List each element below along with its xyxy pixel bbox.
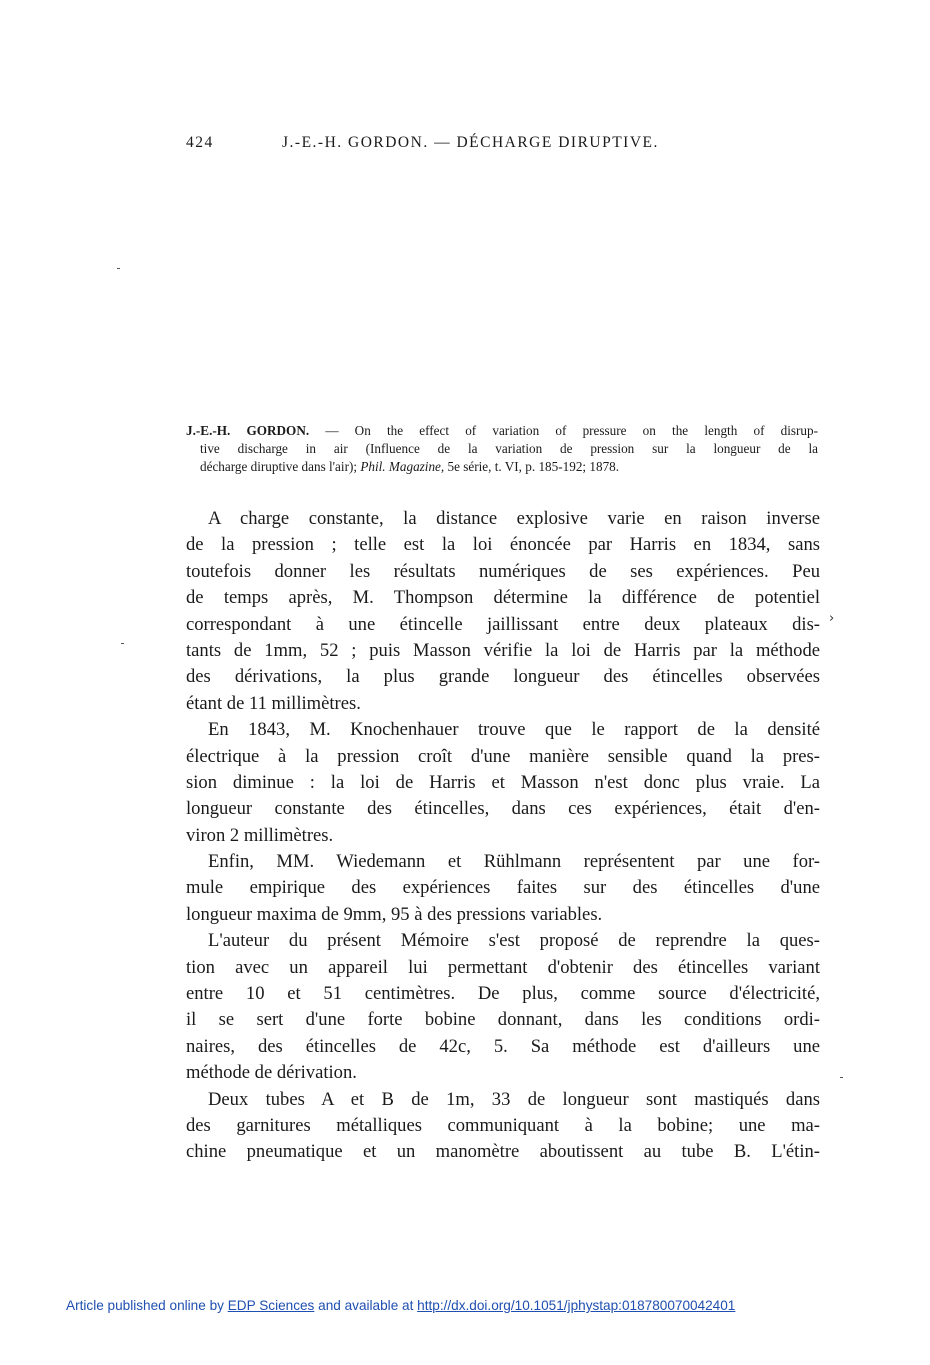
footer-prefix: Article published online by <box>66 1298 228 1313</box>
reference-author: J.-E.-H. GORDON. <box>186 423 310 438</box>
bibliographic-reference <box>186 422 818 476</box>
body-line: Deux tubes A et B de 1m, 33 de longueur sont mastiqués dans <box>208 1088 820 1110</box>
body-line: En 1843, M. Knochenhauer trouve que le rapport de la densité <box>208 719 820 741</box>
body-line: toutefois donner les résultats numériques de ses expériences. Peu <box>186 560 820 582</box>
doi-link[interactable]: http://dx.doi.org/10.1051/jphystap:018780070042401 <box>417 1298 736 1313</box>
body-line: Enfin, MM. Wiedemann et Rühlmann représentent par une for- <box>208 851 820 873</box>
body-line: méthode de dérivation. <box>186 1062 357 1084</box>
body-line: mule empirique des expériences faites sur des étincelles d'une <box>186 877 820 899</box>
body-line: des garnitures métalliques communiquant à la bobine; une ma- <box>186 1114 820 1136</box>
body-line: tion avec un appareil lui permettant d'obtenir des étincelles variant <box>186 956 820 978</box>
page-number: 424 <box>186 134 214 151</box>
reference-line <box>186 440 818 458</box>
footer-middle: and available at <box>314 1298 418 1313</box>
body-line: étant de 11 millimètres. <box>186 692 361 714</box>
scan-speck <box>121 643 124 644</box>
scan-speck <box>840 1077 843 1078</box>
reference-line <box>186 422 818 440</box>
reference-text: décharge diruptive dans l'air); <box>200 459 361 474</box>
body-line: correspondant à une étincelle jaillissant entre deux plateaux dis- <box>186 613 820 635</box>
running-title: J.-E.-H. GORDON. — DÉCHARGE DIRUPTIVE. <box>282 134 659 151</box>
margin-mark: › <box>829 611 835 626</box>
body-line: tants de 1mm, 52 ; puis Masson vérifie la loi de Harris par la méthode <box>186 639 820 661</box>
body-line: longueur constante des étincelles, dans ces expériences, était d'en- <box>186 798 820 820</box>
body-line: de la pression ; telle est la loi énoncée par Harris en 1834, sans <box>186 534 820 556</box>
body-line: L'auteur du présent Mémoire s'est proposé de reprendre la ques- <box>208 930 820 952</box>
reference-line <box>186 458 818 476</box>
article-body <box>186 506 820 1166</box>
reference-journal: Phil. Magazine, <box>360 459 445 474</box>
body-line: il se sert d'une forte bobine donnant, dans les conditions ordi- <box>186 1009 820 1031</box>
publisher-footer <box>66 1298 735 1313</box>
body-line: des dérivations, la plus grande longueur des étincelles observées <box>186 666 820 688</box>
body-line: A charge constante, la distance explosive varie en raison inverse <box>208 508 820 529</box>
reference-text: — On the effect of variation of pressure on the length of disrup- <box>309 423 818 438</box>
scan-speck <box>117 268 120 269</box>
running-header <box>186 134 806 152</box>
publisher-link[interactable]: EDP Sciences <box>227 1298 315 1313</box>
reference-citation: 5e série, t. VI, p. 185-192; 1878. <box>444 459 620 474</box>
body-line: entre 10 et 51 centimètres. De plus, comme source d'électricité, <box>186 983 820 1005</box>
body-line: naires, des étincelles de 42c, 5. Sa méthode est d'ailleurs une <box>186 1035 820 1057</box>
body-line: de temps après, M. Thompson détermine la différence de potentiel <box>186 587 820 609</box>
body-line: chine pneumatique et un manomètre aboutissent au tube B. L'étin- <box>186 1141 820 1163</box>
body-line: sion diminue : la loi de Harris et Masson n'est donc plus vraie. La <box>186 771 820 793</box>
body-line: électrique à la pression croît d'une manière sensible quand la pres- <box>186 745 820 767</box>
reference-text: tive discharge in air (Influence de la variation de pression sur la longueur de la <box>200 441 818 456</box>
body-line: longueur maxima de 9mm, 95 à des pressions variables. <box>186 903 603 925</box>
body-line: viron 2 millimètres. <box>186 824 334 846</box>
